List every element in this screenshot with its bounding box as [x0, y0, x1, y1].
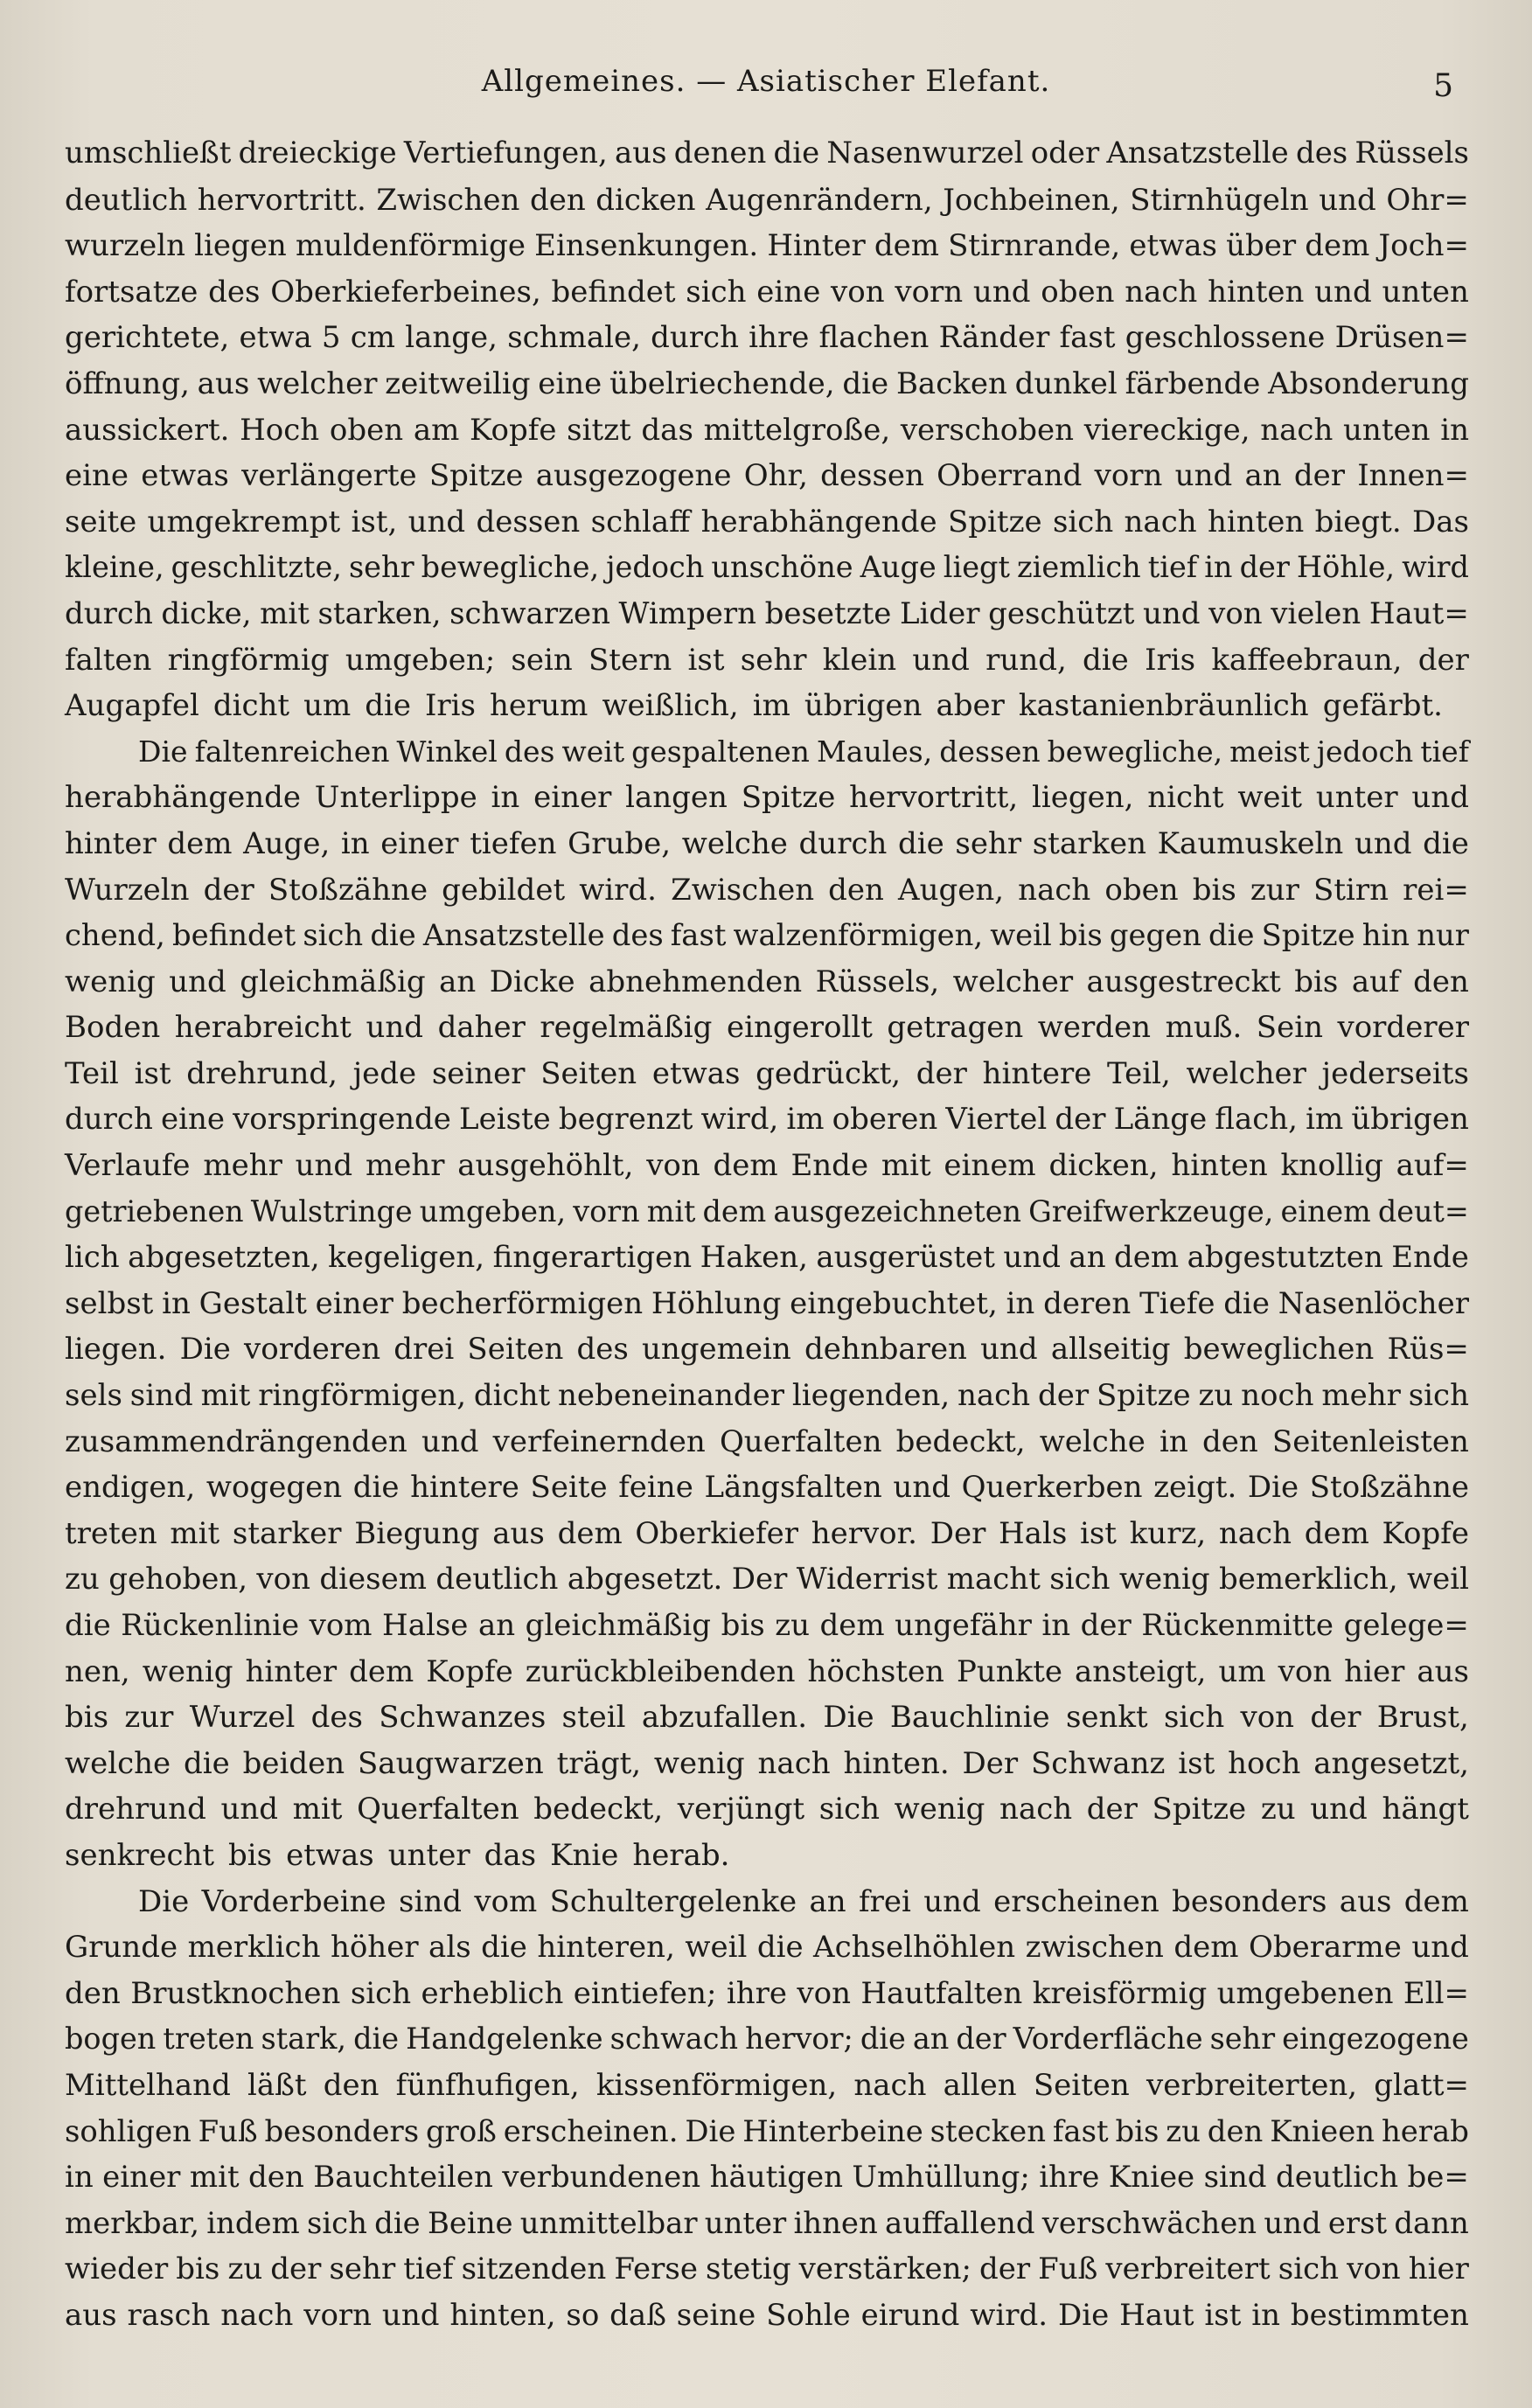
text-line: aussickert. Hoch oben am Kopfe sitzt das mittelgroße, verschoben viereckige, nach unten in	[65, 412, 1469, 448]
text-line: deutlich hervortritt. Zwischen den dicken Augenrändern, Jochbeinen, Stirnhügeln und Ohr=	[65, 182, 1469, 218]
text-line: Die faltenreichen Winkel des weit gespaltenen Maules, dessen bewegliche, meist jedoch tief	[138, 734, 1469, 769]
text-line: öffnung, aus welcher zeitweilig eine übelriechende, die Backen dunkel färbende Absonderung	[65, 365, 1469, 401]
text-line: zusammendrängenden und verfeinernden Querfalten bedeckt, welche in den Seitenleisten	[65, 1423, 1469, 1459]
running-title: Allgemeines. — Asiatischer Elefant.	[481, 64, 1051, 99]
text-line: bogen treten stark, die Handgelenke schwach hervor; die an der Vorderfläche sehr eingezogene	[65, 2022, 1469, 2057]
text-line: falten ringförmig umgeben; sein Stern ist sehr klein und rund, die Iris kaffeebraun, der	[65, 642, 1469, 678]
text-line: gerichtete, etwa 5 cm lange, schmale, durch ihre flachen Ränder fast geschlossene Drüsen=	[65, 320, 1469, 356]
text-line: kleine, geschlitzte, sehr bewegliche, jedoch unschöne Auge liegt ziemlich tief in der Höhle, wird	[65, 550, 1469, 585]
text-line: Grunde merklich höher als die hinteren, weil die Achselhöhlen zwischen dem Oberarme und	[65, 1930, 1469, 1966]
text-line: in einer mit den Bauchteilen verbundenen häutigen Umhüllung; ihre Kniee sind deutlich be=	[65, 2160, 1469, 2196]
text-line: Wurzeln der Stoßzähne gebildet wird. Zwischen den Augen, nach oben bis zur Stirn rei=	[65, 872, 1469, 908]
text-line: selbst in Gestalt einer becherförmigen Höhlung eingebuchtet, in deren Tiefe die Nasenlöcher	[65, 1285, 1469, 1321]
text-line: liegen. Die vorderen drei Seiten des ungemein dehnbaren und allseitig beweglichen Rüs=	[65, 1332, 1469, 1368]
text-line: zu gehoben, von diesem deutlich abgesetzt. Der Widerrist macht sich wenig bemerklich, weil	[65, 1562, 1469, 1597]
text-line: durch dicke, mit starken, schwarzen Wimpern besetzte Lider geschützt und von vielen Haut=	[65, 595, 1469, 631]
text-line: getriebenen Wulstringe umgeben, vorn mit dem ausgezeichneten Greifwerkzeuge, einem deut=	[65, 1194, 1469, 1228]
running-head	[0, 59, 1532, 103]
text-line: welche die beiden Saugwarzen trägt, wenig nach hinten. Der Schwanz ist hoch angesetzt,	[65, 1745, 1469, 1781]
text-line: sels sind mit ringförmigen, dicht nebeneinander liegenden, nach der Spitze zu noch mehr sich	[65, 1378, 1469, 1414]
paragraph	[65, 729, 1469, 1879]
text-line: den Brustknochen sich erheblich eintiefen; ihre von Hautfalten kreisförmig umgebenen Ell=	[65, 1975, 1469, 2011]
text-line: Teil ist drehrund, jede seiner Seiten etwas gedrückt, der hintere Teil, welcher jederseits	[65, 1055, 1469, 1091]
page-number: 5	[1433, 68, 1453, 104]
text-line: endigen, wogegen die hintere Seite feine Längsfalten und Querkerben zeigt. Die Stoßzähne	[65, 1470, 1469, 1506]
text-line: hinter dem Auge, in einer tiefen Grube, welche durch die sehr starken Kaumuskeln und die	[65, 825, 1469, 861]
text-line: fortsatze des Oberkieferbeines, befindet sich eine von vorn und oben nach hinten und unten	[65, 274, 1469, 310]
paragraph	[65, 131, 1469, 729]
text-line: drehrund und mit Querfalten bedeckt, verjüngt sich wenig nach der Spitze zu und hängt	[65, 1792, 1469, 1827]
text-line: nen, wenig hinter dem Kopfe zurückbleibenden höchsten Punkte ansteigt, um von hier aus	[65, 1653, 1469, 1689]
body-text	[65, 131, 1469, 2339]
text-line: Die Vorderbeine sind vom Schultergelenke an frei und erscheinen besonders aus dem	[138, 1883, 1469, 1919]
text-line: Verlaufe mehr und mehr ausgehöhlt, von dem Ende mit einem dicken, hinten knollig auf=	[65, 1148, 1469, 1184]
text-line: sohligen Fuß besonders groß erscheinen. Die Hinterbeine stecken fast bis zu den Knieen herab	[65, 2113, 1469, 2148]
paragraph	[65, 1879, 1469, 2339]
text-line: chend, befindet sich die Ansatzstelle des fast walzenförmigen, weil bis gegen die Spitze hin nur	[65, 918, 1469, 953]
text-line: durch eine vorspringende Leiste begrenzt wird, im oberen Viertel der Länge flach, im übrigen	[65, 1102, 1469, 1138]
text-line: lich abgesetzten, kegeligen, fingerartigen Haken, ausgerüstet und an dem abgestutzten Ende	[65, 1240, 1469, 1276]
text-line: Augapfel dicht um die Iris herum weißlich, im übrigen aber kastanienbräunlich gefärbt.	[65, 688, 1443, 724]
text-line: seite umgekrempt ist, und dessen schlaff herabhängende Spitze sich nach hinten biegt. Das	[65, 504, 1469, 539]
text-line: Mittelhand läßt den fünfhufigen, kissenförmigen, nach allen Seiten verbreiterten, glatt=	[65, 2067, 1469, 2103]
text-line: senkrecht bis etwas unter das Knie herab.	[65, 1837, 730, 1873]
text-line: treten mit starker Biegung aus dem Oberkiefer hervor. Der Hals ist kurz, nach dem Kopfe	[65, 1515, 1469, 1551]
text-line: eine etwas verlängerte Spitze ausgezogene Ohr, dessen Oberrand vorn und an der Innen=	[65, 458, 1469, 494]
text-line: die Rückenlinie vom Halse an gleichmäßig bis zu dem ungefähr in der Rückenmitte gelege=	[65, 1608, 1469, 1643]
text-line: herabhängende Unterlippe in einer langen Spitze hervortritt, liegen, nicht weit unter und	[65, 780, 1469, 816]
text-line: Boden herabreicht und daher regelmäßig eingerollt getragen werden muß. Sein vorderer	[65, 1010, 1469, 1046]
text-line: wieder bis zu der sehr tief sitzenden Ferse stetig verstärken; der Fuß verbreitert sich von hier	[65, 2251, 1469, 2287]
text-line: bis zur Wurzel des Schwanzes steil abzufallen. Die Bauchlinie senkt sich von der Brust,	[65, 1700, 1469, 1736]
text-line: wurzeln liegen muldenförmige Einsenkungen. Hinter dem Stirnrande, etwas über dem Joch=	[65, 228, 1469, 264]
text-line: merkbar, indem sich die Beine unmittelbar unter ihnen auffallend verschwächen und erst dann	[65, 2205, 1469, 2240]
text-line: aus rasch nach vorn und hinten, so daß seine Sohle eirund wird. Die Haut ist in bestimmten	[65, 2297, 1469, 2333]
text-line: umschließt dreieckige Vertiefungen, aus denen die Nasenwurzel oder Ansatzstelle des Rüssels	[65, 136, 1469, 171]
text-line: wenig und gleichmäßig an Dicke abnehmenden Rüssels, welcher ausgestreckt bis auf den	[65, 964, 1469, 999]
